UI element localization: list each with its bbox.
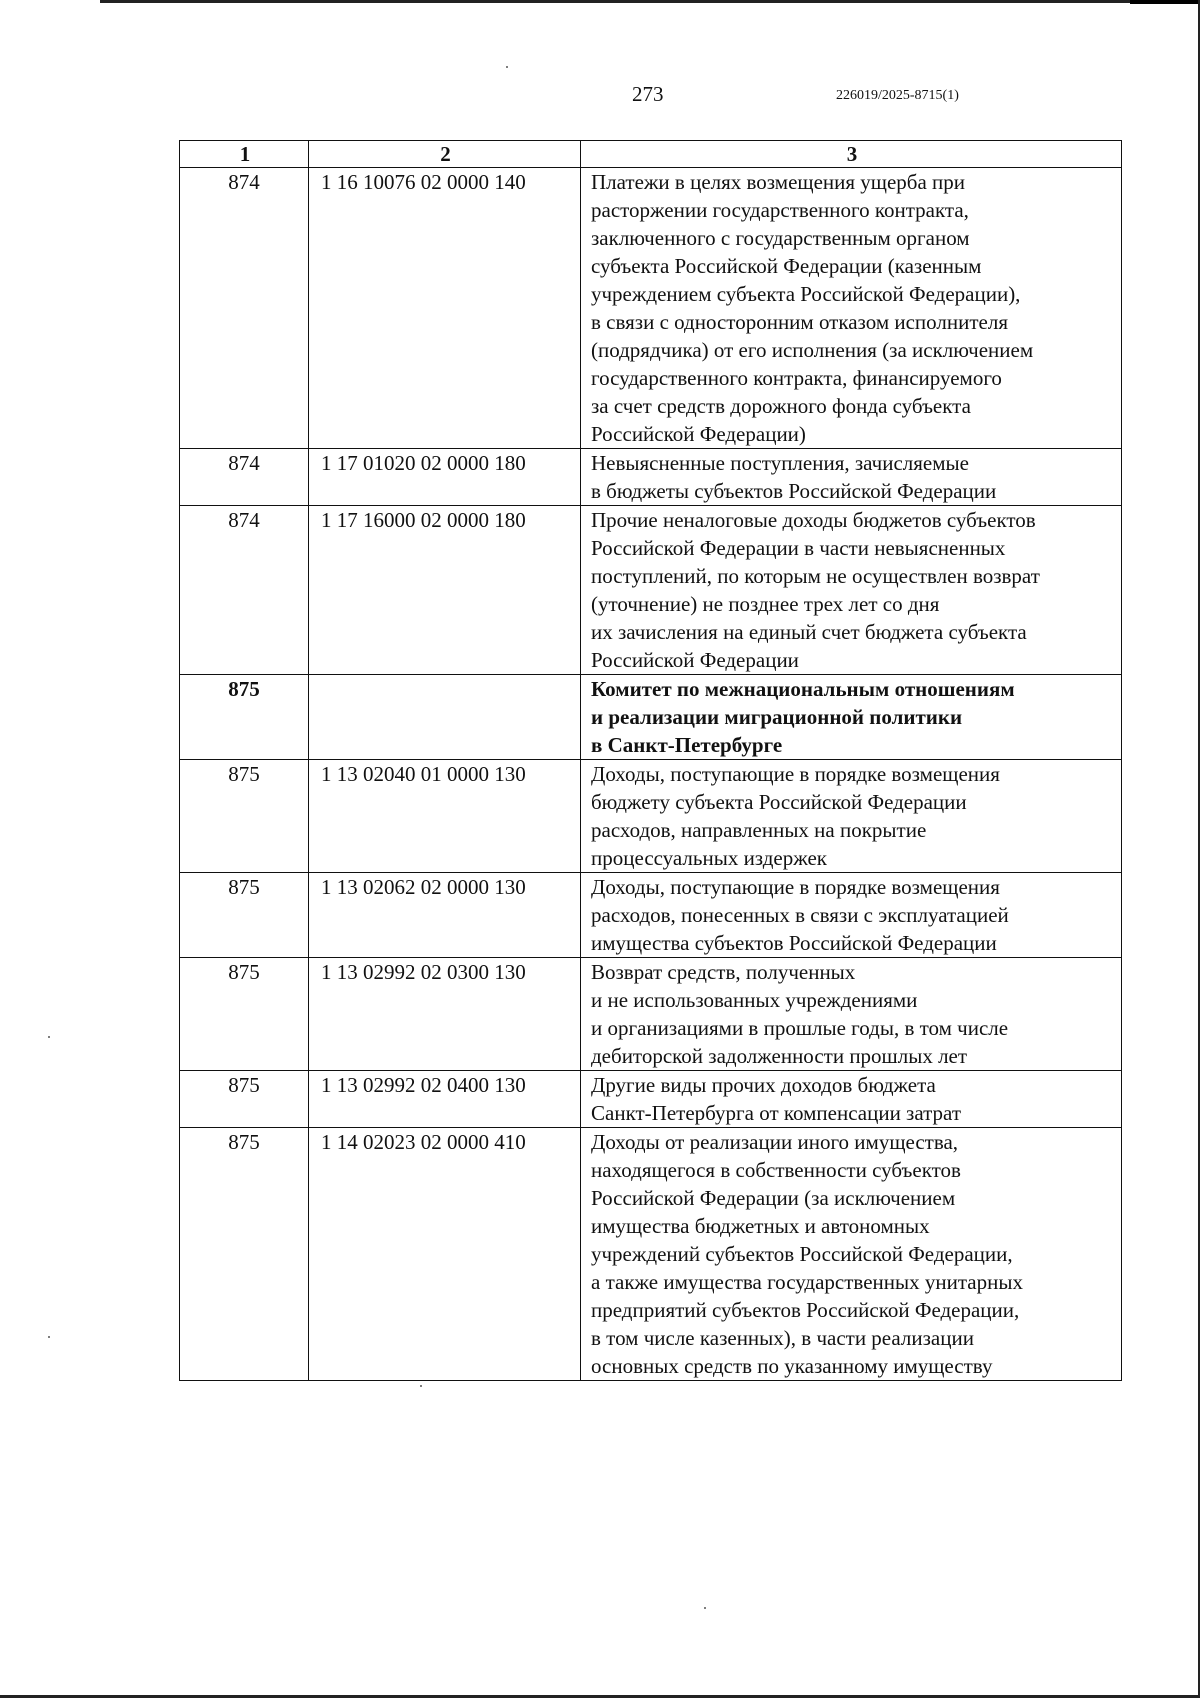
description-line: в том числе казенных), в части реализации xyxy=(591,1326,974,1350)
revenue-code-cell: 1 17 16000 02 0000 180 xyxy=(309,506,581,675)
description-line: в бюджеты субъектов Российской Федерации xyxy=(591,479,997,503)
table-row xyxy=(180,168,1122,449)
description-line: Российской Федерации xyxy=(591,648,799,672)
table-row xyxy=(180,1071,1122,1128)
table-row xyxy=(180,1128,1122,1381)
revenue-code-cell: 1 13 02040 01 0000 130 xyxy=(309,760,581,873)
revenue-code-cell: 1 13 02992 02 0400 130 xyxy=(309,1071,581,1128)
revenue-code-cell: 1 17 01020 02 0000 180 xyxy=(309,449,581,506)
admin-code-cell: 874 xyxy=(180,449,309,506)
description-line: дебиторской задолженности прошлых лет xyxy=(591,1044,968,1068)
scan-speck xyxy=(506,66,508,68)
admin-code-cell: 875 xyxy=(180,760,309,873)
column-header-2: 2 xyxy=(309,141,581,168)
admin-code-cell: 875 xyxy=(180,1071,309,1128)
description-line: имущества субъектов Российской Федерации xyxy=(591,931,997,955)
description-line: Доходы, поступающие в порядке возмещения xyxy=(591,875,1000,899)
column-header-3: 3 xyxy=(581,141,1122,168)
scan-speck xyxy=(48,1336,50,1338)
description-line: процессуальных издержек xyxy=(591,846,827,870)
admin-code-cell: 875 xyxy=(180,958,309,1071)
description-cell xyxy=(581,1071,1122,1128)
description-line: Прочие неналоговые доходы бюджетов субъектов xyxy=(591,508,1036,532)
description-line: имущества бюджетных и автономных xyxy=(591,1214,930,1238)
revenue-code-cell: 1 16 10076 02 0000 140 xyxy=(309,168,581,449)
description-cell xyxy=(581,449,1122,506)
description-cell xyxy=(581,1128,1122,1381)
revenue-code-cell xyxy=(309,675,581,760)
description-line: Доходы от реализации иного имущества, xyxy=(591,1130,959,1154)
description-line: Российской Федерации в части невыясненных xyxy=(591,536,1006,560)
description-line: Санкт-Петербурга от компенсации затрат xyxy=(591,1101,962,1125)
revenue-table-container xyxy=(179,140,1122,1381)
page-number: 273 xyxy=(632,82,664,106)
table-row xyxy=(180,958,1122,1071)
description-cell xyxy=(581,506,1122,675)
revenue-code-cell: 1 14 02023 02 0000 410 xyxy=(309,1128,581,1381)
description-line: учреждением субъекта Российской Федерации), xyxy=(591,282,1021,306)
description-line: Российской Федерации (за исключением xyxy=(591,1186,956,1210)
document-code: 226019/2025-8715(1) xyxy=(836,88,959,103)
description-line: и не использованных учреждениями xyxy=(591,988,918,1012)
table-row xyxy=(180,449,1122,506)
description-line: предприятий субъектов Российской Федерации, xyxy=(591,1298,1020,1322)
description-cell xyxy=(581,873,1122,958)
description-line: расходов, направленных на покрытие xyxy=(591,818,927,842)
scan-edge-top xyxy=(100,0,1200,3)
description-line: учреждений субъектов Российской Федерации, xyxy=(591,1242,1013,1266)
description-cell xyxy=(581,958,1122,1071)
table-body xyxy=(180,168,1122,1381)
admin-code-cell: 875 xyxy=(180,1128,309,1381)
description-line: расторжении государственного контракта, xyxy=(591,198,969,222)
description-line: (уточнение) не позднее трех лет со дня xyxy=(591,592,940,616)
table-row xyxy=(180,506,1122,675)
column-header-1: 1 xyxy=(180,141,309,168)
description-line: и организациями в прошлые годы, в том числе xyxy=(591,1016,1009,1040)
table-header-row xyxy=(180,141,1122,168)
description-line: Другие виды прочих доходов бюджета xyxy=(591,1073,936,1097)
scan-edge-top-mark xyxy=(1130,0,1200,4)
description-line: основных средств по указанному имуществу xyxy=(591,1354,993,1378)
description-line: Возврат средств, полученных xyxy=(591,960,856,984)
description-line: в связи с односторонним отказом исполнителя xyxy=(591,310,1008,334)
scan-speck xyxy=(420,1385,422,1387)
description-line: расходов, понесенных в связи с эксплуатацией xyxy=(591,903,1009,927)
description-line: Платежи в целях возмещения ущерба при xyxy=(591,170,966,194)
description-line: а также имущества государственных унитарных xyxy=(591,1270,1023,1294)
admin-code-cell: 874 xyxy=(180,168,309,449)
description-line: Комитет по межнациональным отношениям xyxy=(591,677,1015,701)
description-cell xyxy=(581,675,1122,760)
revenue-code-cell: 1 13 02062 02 0000 130 xyxy=(309,873,581,958)
scan-speck xyxy=(704,1607,706,1609)
description-cell xyxy=(581,760,1122,873)
description-line: Российской Федерации) xyxy=(591,422,806,446)
description-line: за счет средств дорожного фонда субъекта xyxy=(591,394,971,418)
description-line: (подрядчика) от его исполнения (за исключением xyxy=(591,338,1034,362)
description-line: поступлений, по которым не осуществлен возврат xyxy=(591,564,1040,588)
admin-code-cell: 875 xyxy=(180,675,309,760)
scan-speck xyxy=(48,1036,50,1038)
table-row xyxy=(180,675,1122,760)
description-line: заключенного с государственным органом xyxy=(591,226,970,250)
description-line: государственного контракта, финансируемого xyxy=(591,366,1002,390)
description-line: и реализации миграционной политики xyxy=(591,705,963,729)
revenue-code-cell: 1 13 02992 02 0300 130 xyxy=(309,958,581,1071)
description-line: в Санкт-Петербурге xyxy=(591,733,783,757)
description-cell xyxy=(581,168,1122,449)
description-line: Невыясненные поступления, зачисляемые xyxy=(591,451,969,475)
description-line: их зачисления на единый счет бюджета субъекта xyxy=(591,620,1027,644)
description-line: Доходы, поступающие в порядке возмещения xyxy=(591,762,1000,786)
admin-code-cell: 874 xyxy=(180,506,309,675)
admin-code-cell: 875 xyxy=(180,873,309,958)
table-row xyxy=(180,873,1122,958)
description-line: бюджету субъекта Российской Федерации xyxy=(591,790,967,814)
table-row xyxy=(180,760,1122,873)
description-line: находящегося в собственности субъектов xyxy=(591,1158,961,1182)
description-line: субъекта Российской Федерации (казенным xyxy=(591,254,982,278)
revenue-classification-table xyxy=(179,140,1122,1381)
